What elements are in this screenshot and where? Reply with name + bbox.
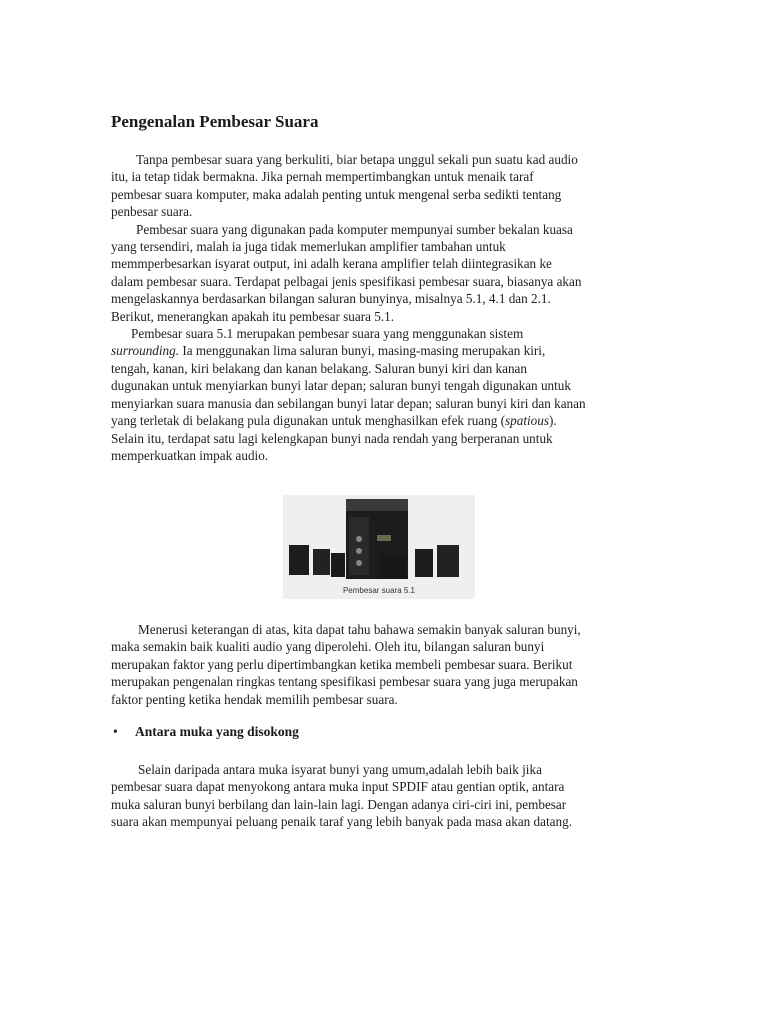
paragraph-line [111, 342, 659, 359]
body-section-3 [111, 761, 659, 831]
satellite-speaker [289, 545, 309, 575]
paragraph-line: yang tersendiri, malah ia juga tidak memerlukan amplifier tambahan untuk [111, 239, 506, 255]
subwoofer-label [377, 535, 391, 541]
paragraph-line: Selain itu, terdapat satu lagi kelengkapan bunyi nada rendah yang berperanan untuk [111, 430, 553, 446]
text-run: ). [549, 413, 557, 429]
paragraph-line: merupakan pengenalan ringkas tentang spesifikasi pembesar suara yang juga merupakan [111, 674, 578, 690]
center-speaker [380, 555, 406, 579]
subwoofer-knob [356, 548, 362, 554]
speaker-figure [283, 495, 475, 599]
text-run: yang terletak di belakang pula digunakan untuk menghasilkan efek ruang ( [111, 413, 506, 429]
satellite-speaker [313, 549, 330, 575]
paragraph-line: itu, ia tetap tidak bermakna. Jika pernah mempertimbangkan untuk menaik taraf [111, 169, 534, 185]
subwoofer-top [346, 499, 408, 513]
document-title: Pengenalan Pembesar Suara [111, 112, 319, 131]
paragraph-line: mengelaskannya berdasarkan bilangan saluran bunyinya, misalnya 5.1, 4.1 dan 2.1. [111, 291, 551, 307]
paragraph-line: Tanpa pembesar suara yang berkuliti, biar betapa unggul sekali pun suatu kad audio [136, 152, 578, 167]
figure-caption: Pembesar suara 5.1 [342, 586, 416, 595]
paragraph-line: memmperbesarkan isyarat output, ini adalh kerana amplifier telah diintegrasikan ke [111, 256, 552, 272]
paragraph-line: menyiarkan suara manusia dan sebilangan bunyi latar depan; saluran bunyi kiri dan kanan [111, 395, 586, 411]
paragraph-line: pembesar suara komputer, maka adalah penting untuk mengenal serba sedikti tentang [111, 186, 562, 202]
speaker-system-illustration [283, 495, 475, 599]
body-section-2 [111, 621, 659, 708]
paragraph-line: Pembesar suara 5.1 merupakan pembesar suara yang menggunakan sistem [131, 326, 524, 342]
paragraph-line: faktor penting ketika hendak memilih pembesar suara. [111, 691, 398, 707]
paragraph-line: muka saluran bunyi berbilang dan lain-lain lagi. Dengan adanya ciri-ciri ini, pembesar [111, 796, 567, 812]
subwoofer-knob [356, 536, 362, 542]
paragraph-line: Pembesar suara yang digunakan pada komputer mempunyai sumber bekalan kuasa [136, 221, 573, 237]
paragraph-line: memperkuatkan impak audio. [111, 447, 269, 463]
subwoofer-front-panel [349, 517, 369, 575]
subwoofer-knob [356, 560, 362, 566]
bullet-icon: • [113, 724, 118, 739]
paragraph-line: dugunakan untuk menyiarkan bunyi latar depan; saluran bunyi tengah digunakan untuk [111, 378, 571, 394]
paragraph-line: tengah, kanan, kiri belakang dan kanan belakang. Saluran bunyi kiri dan kanan [111, 360, 527, 376]
satellite-speaker [331, 553, 345, 577]
paragraph-line [111, 412, 659, 429]
paragraph-line: dalam pembesar suara. Terdapat pelbagai jenis spesifikasi pembesar suara, biasanya akan [111, 273, 582, 289]
paragraph-line: Berikut, menerangkan apakah itu pembesar suara 5.1. [111, 308, 395, 324]
text-run: Ia menggunakan lima saluran bunyi, masing-masing merupakan kiri, [179, 343, 546, 359]
bullet-heading: Antara muka yang disokong [135, 724, 299, 739]
bullet-item [113, 724, 299, 740]
paragraph-line: Selain daripada antara muka isyarat bunyi yang umum,adalah lebih baik jika [138, 762, 542, 777]
italic-term: surrounding. [111, 343, 180, 359]
paragraph-line: suara akan mempunyai peluang penaik taraf yang lebih banyak pada masa akan datang. [111, 814, 573, 830]
satellite-speaker [415, 549, 433, 577]
satellite-speaker [437, 545, 459, 577]
body-section-1 [111, 151, 659, 464]
italic-term: spatious [505, 413, 549, 429]
paragraph-line: Menerusi keterangan di atas, kita dapat tahu bahawa semakin banyak saluran bunyi, [138, 622, 581, 637]
paragraph-line: merupakan faktor yang perlu dipertimbangkan ketika membeli pembesar suara. Berikut [111, 656, 573, 672]
paragraph-line: pembesar suara dapat menyokong antara muka input SPDIF atau gentian optik, antara [111, 779, 565, 795]
paragraph-line: maka semakin baik kualiti audio yang diperolehi. Oleh itu, bilangan saluran bunyi [111, 639, 545, 655]
paragraph-line: penbesar suara. [111, 204, 193, 220]
